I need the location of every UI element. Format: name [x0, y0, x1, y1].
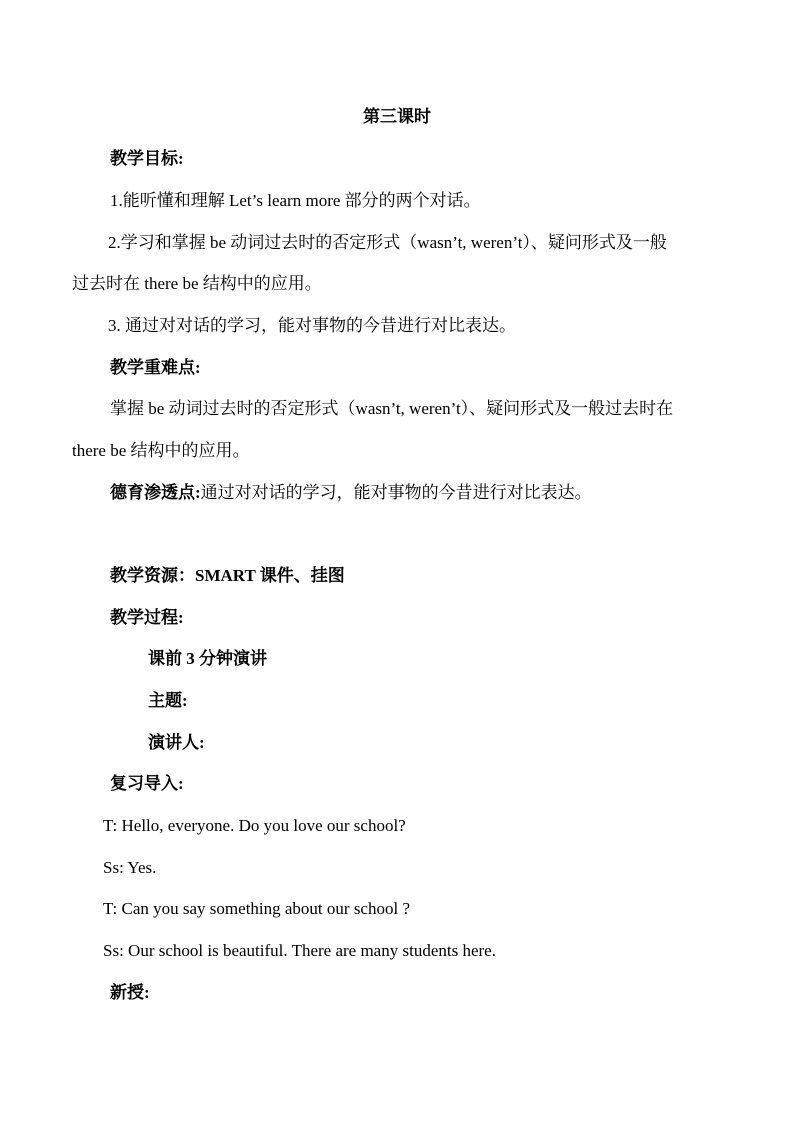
- moral-heading: 德育渗透点:: [110, 483, 201, 502]
- objective-item-3: 3. 通过对对话的学习，能对事物的今昔进行对比表达。: [108, 316, 516, 335]
- key-points-line-2: there be 结构中的应用。: [72, 441, 250, 460]
- speech-label: 课前 3 分钟演讲: [148, 649, 267, 668]
- key-points-line-1: 掌握 be 动词过去时的否定形式（wasn’t, weren’t）、疑问形式及一般过去时在: [110, 399, 674, 418]
- key-points-heading: 教学重难点:: [110, 358, 201, 377]
- objective-item-2-line-2: 过去时在 there be 结构中的应用。: [72, 274, 322, 293]
- dialogue-line: T: Hello, everyone. Do you love our school?: [103, 816, 406, 835]
- objective-item-2-line-1: 2.学习和掌握 be 动词过去时的否定形式（wasn’t, weren’t）、疑问形式及一般: [108, 233, 667, 252]
- resources-line: 教学资源：SMART 课件、挂图: [110, 566, 345, 585]
- page-title: 第三课时: [363, 107, 431, 126]
- new-lesson-heading: 新授:: [110, 983, 150, 1002]
- objectives-heading: 教学目标:: [110, 149, 184, 168]
- objective-item-1: 1.能听懂和理解 Let’s learn more 部分的两个对话。: [110, 191, 481, 210]
- dialogue-line: Ss: Our school is beautiful. There are many students here.: [103, 941, 496, 960]
- topic-label: 主题:: [148, 691, 188, 710]
- speaker-label: 演讲人:: [148, 733, 205, 752]
- moral-text: 通过对对话的学习，能对事物的今昔进行对比表达。: [200, 483, 592, 502]
- process-heading: 教学过程:: [110, 608, 184, 627]
- review-heading: 复习导入:: [110, 774, 184, 793]
- dialogue-line: T: Can you say something about our school ?: [103, 899, 410, 918]
- moral-paragraph: [110, 482, 592, 504]
- dialogue-line: Ss: Yes.: [103, 858, 157, 877]
